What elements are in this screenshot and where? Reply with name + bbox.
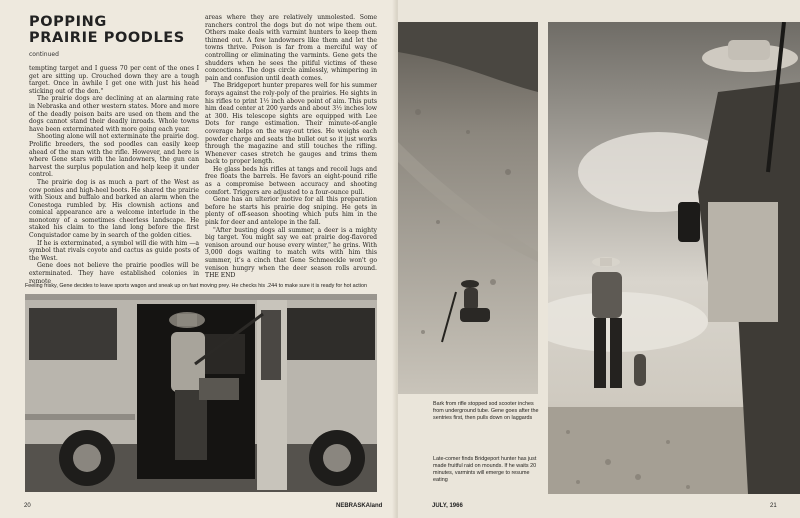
paragraph: Gene has an ulterior motive for all this preparation before he starts his prairie dog sniping. He gets in plenty of off-season shooting which puts him in the pink for deer and antelope in the fall. (205, 196, 377, 227)
paragraph: He glass beds his rifles at tangs and recoil lugs and free floats the barrels. He favors an eight-pound rifle as a compromise between accuracy and shooting comfort. Triggers are adjusted to a four-ounce pull. (205, 165, 377, 196)
text-column-1 (29, 65, 199, 285)
van-photo (25, 294, 377, 492)
kneeling-photo-caption: Bark from rifle stopped sod scooter inches from underground tube. Gene goes after the sentries first, then pulls down on laggards (433, 401, 539, 421)
page-number-left: 20 (24, 503, 31, 509)
paragraph: If he is exterminated, a symbol will die with him —a symbol that rivals coyote and cactus as guide posts of the West. (29, 239, 199, 262)
hunter-with-prairie-dogs-image (548, 22, 800, 494)
text-column-2 (205, 14, 377, 280)
title-line-2: PRAIRIE POODLES (29, 30, 185, 46)
prairie-slope-image (398, 22, 538, 394)
continued-label: continued (29, 51, 59, 58)
paragraph: areas where they are relatively unmolested. Some ranchers control the dogs but do not wipe them out. Others make deals with varmint hunters to keep them thinned out. A few landowners like them and let the towns thrive. Poison is far from a merciful way of controlling or eliminating the varmints. Gene gets the shudders when he sees the pitiful victims of these concoctions. The dogs circle aimlessly, whimpering in pain and confusion until death comes. (205, 14, 377, 82)
paragraph: "After busting dogs all summer, a deer is a mighty big target. You might say we eat prairie dog-flavored venison around our house every winter," he grins. With 3,000 dogs waiting to match wits with him this summer, it's a cinch that Gene Schmeeckle won't go venison hungry when the deer season rolls around. THE END (205, 226, 377, 280)
paragraph: The prairie dog is as much a part of the West as cow ponies and high-heel boots. He shared the prairie with Sioux and buffalo and barked an alarm when the Conestoga rumbled by. His clownish actions and comical appearance are a welcome interlude in the monotony of a sometimes cheerless landscape. He staked his claim to the land long before the first Conquistador came by in search of the golden cities. (29, 178, 199, 240)
paragraph: tempting target and I guess 70 per cent of the ones I get are sitting up. Crouched down they are a tough target. Once in awhile I get one with just his head sticking out of the den." (29, 65, 199, 95)
article-title (29, 14, 185, 46)
paragraph: The Bridgeport hunter prepares well for his summer forays against the roly-poly of the prairies. He sights in his rifles to print 1½ inch above point of aim. This puts him dead center at 200 yards and about 3½ inches low at 300. His telescope sights are equipped with Lee Dots for range estimation. Their minute-of-angle coverage helps on the way-out tries. He weighs each powder charge and seats the bullet out so it just works through the magazine and still touches the rifling. Whenever cases stretch he gauges and trims them back to proper length. (205, 82, 377, 166)
magazine-name: NEBRASKAland (336, 503, 383, 509)
paragraph: Gene does not believe the prairie poodles will be exterminated. They have established colonies in remote (29, 262, 199, 285)
title-line-1: POPPING (29, 14, 107, 30)
kneeling-hunter-photo (398, 22, 538, 394)
walking-hunter-photo (548, 22, 800, 494)
paragraph: The prairie dogs are declining at an alarming rate in Nebraska and other western states. More and more of the deadly poison baits are used on them and the dogs cannot stand their deadly inroads. Whole towns have been exterminated with more going each year. (29, 95, 199, 133)
van-photo-caption: Feeling frisky, Gene decides to leave sports wagon and sneak up on fast moving prey. He checks his .244 to make sure it is ready for hot action (25, 283, 367, 289)
hunter-in-van-image (25, 294, 377, 492)
issue-date: JULY, 1966 (432, 503, 463, 509)
left-page (0, 0, 396, 518)
page-number-right: 21 (770, 503, 777, 509)
walking-photo-caption: Late-comer finds Bridgeport hunter has just made fruitful raid on mounds. If he waits 20 minutes, varmints will emerge to resume eating (433, 456, 537, 483)
paragraph: Shooting alone will not exterminate the prairie dog. Prolific breeders, the sod poodles can easily keep ahead of the man with the rifle. However, and here is where Gene stars with the landowners, the gun can harvest the surplus population and help keep it under control. (29, 133, 199, 179)
